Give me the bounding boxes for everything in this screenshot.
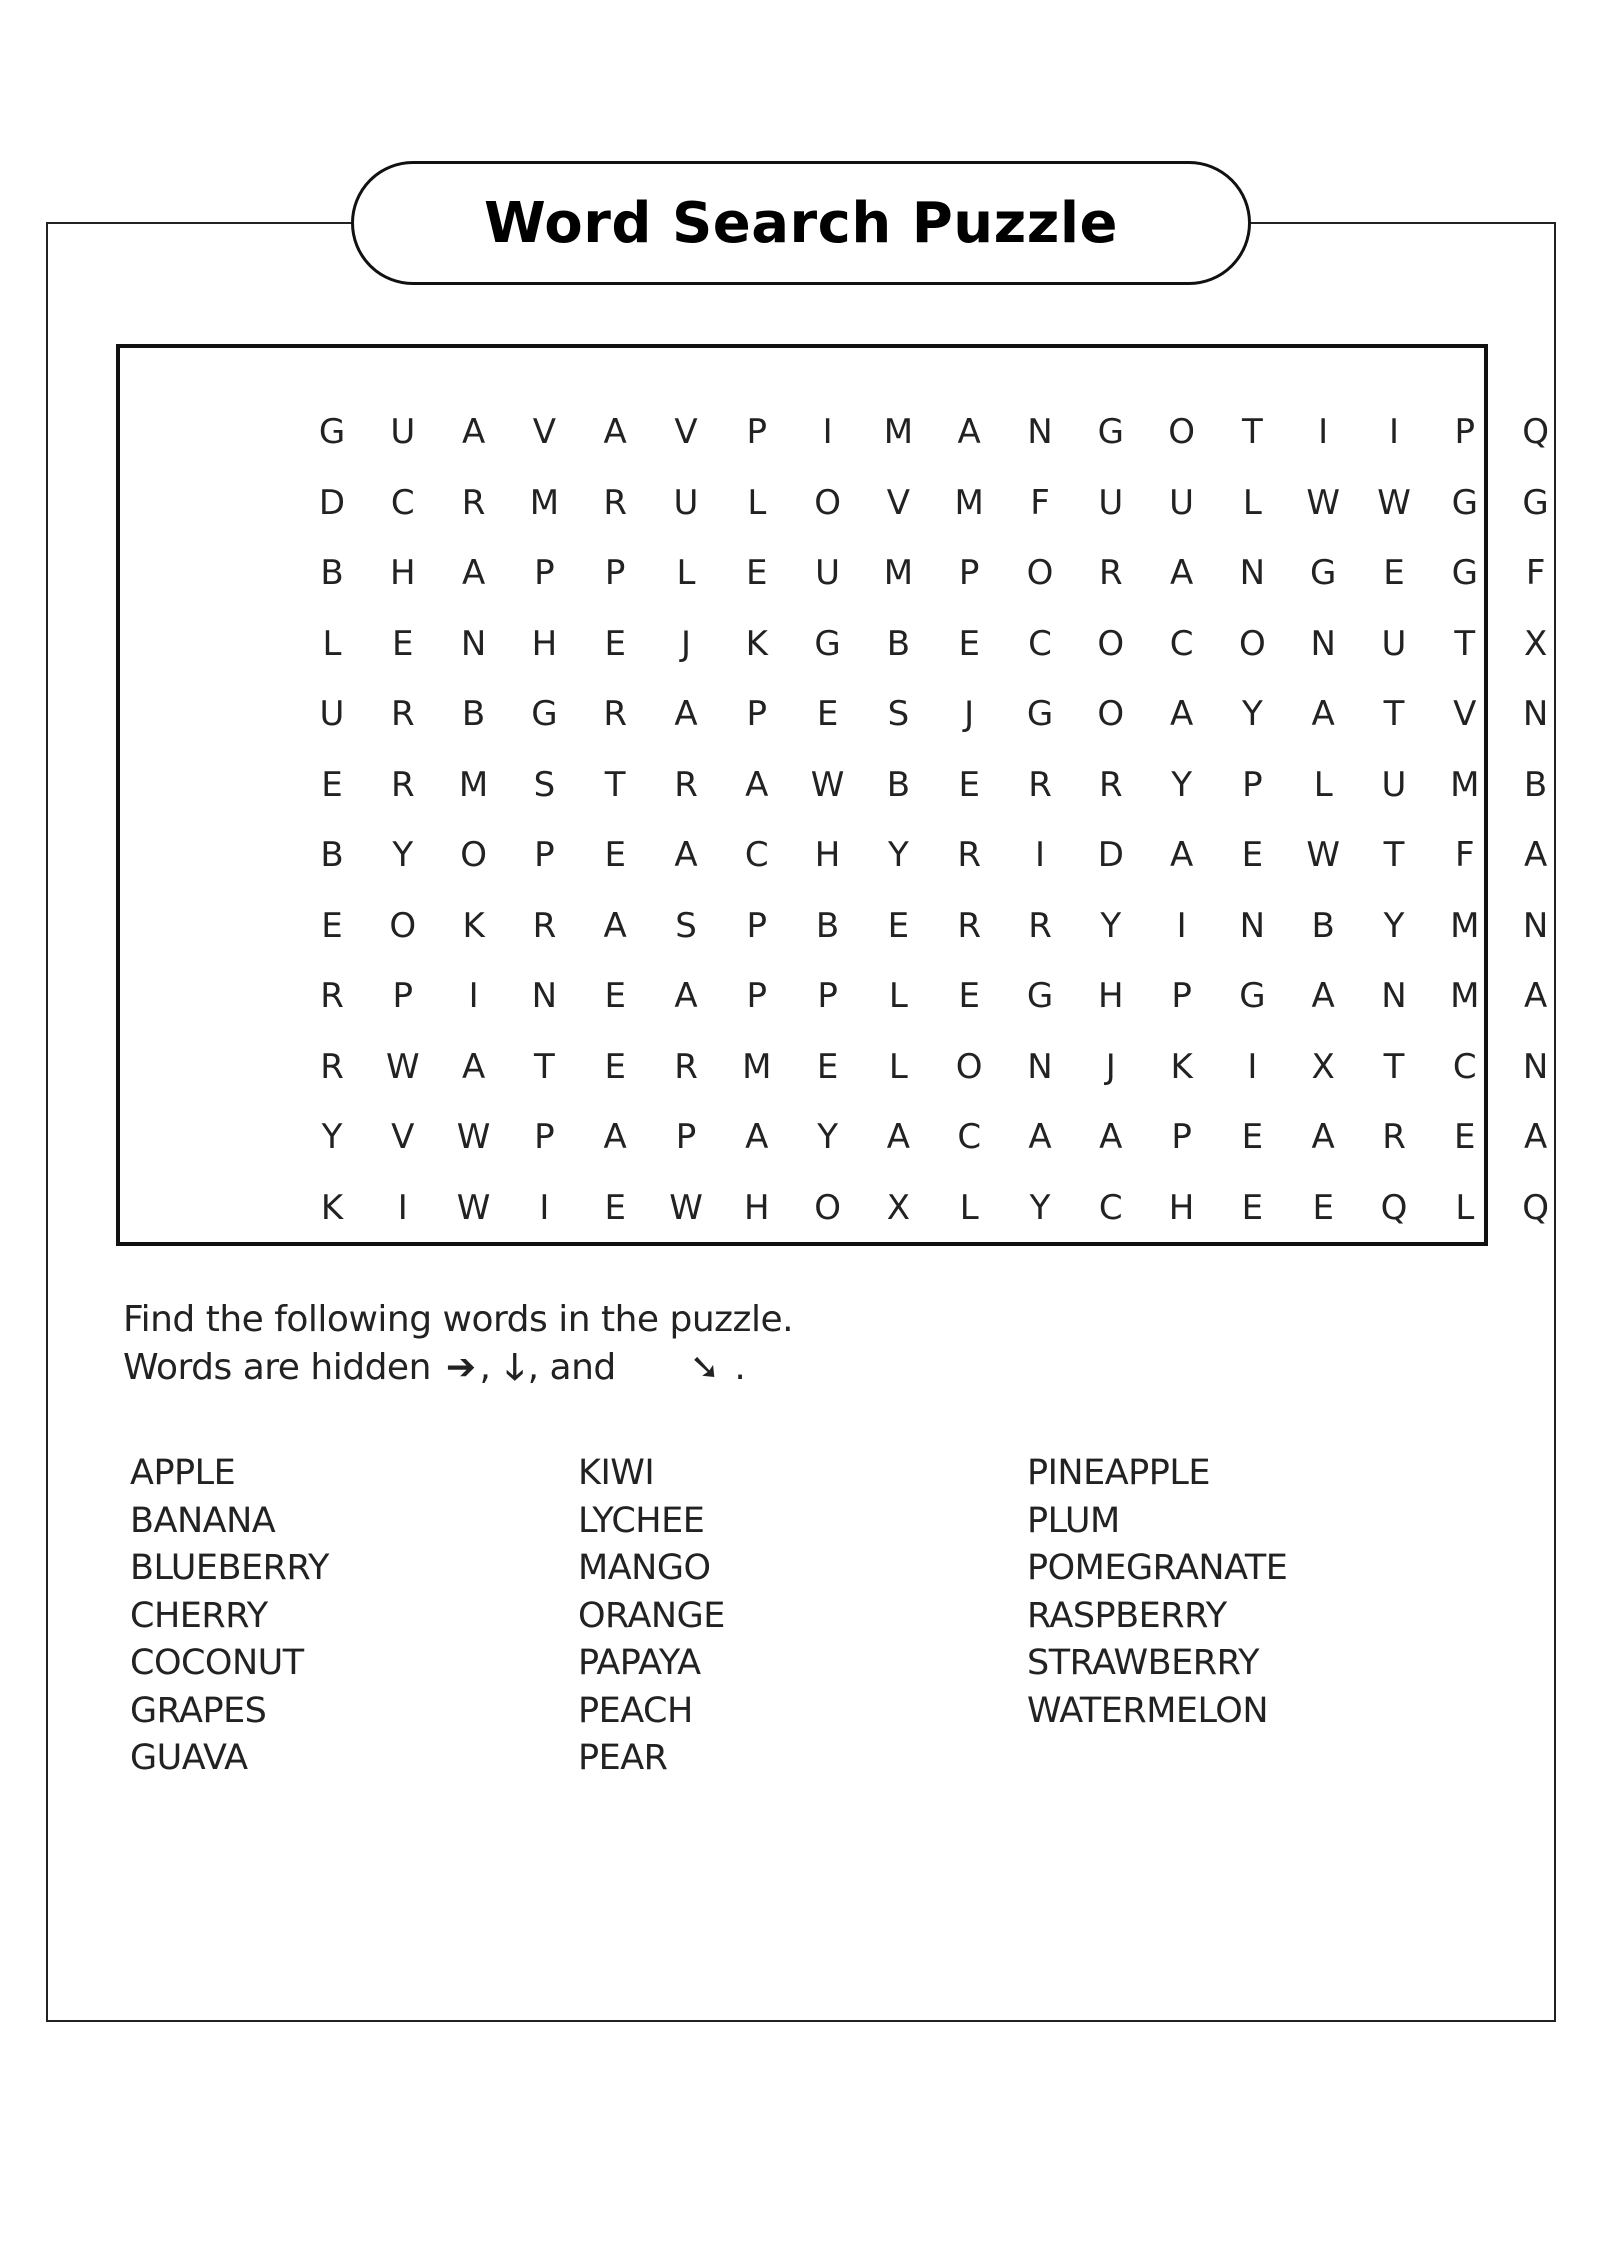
grid-cell: N bbox=[1381, 976, 1407, 1016]
grid-cell: W bbox=[1377, 482, 1411, 523]
grid-cell: A bbox=[461, 1046, 486, 1087]
grid-cell: S bbox=[533, 764, 556, 805]
grid-cell: O bbox=[460, 835, 487, 875]
word-list-item: GUAVA bbox=[130, 1738, 248, 1778]
grid-cell: G bbox=[1451, 482, 1478, 523]
grid-cell: C bbox=[1169, 623, 1194, 664]
grid-cell: J bbox=[680, 623, 692, 664]
grid-cell: W bbox=[669, 1187, 703, 1228]
grid-cell: L bbox=[322, 623, 342, 664]
grid-cell: O bbox=[1239, 623, 1266, 664]
grid-cell: V bbox=[674, 412, 698, 452]
instructions bbox=[123, 1296, 793, 1392]
word-list-column-1 bbox=[130, 1450, 329, 1783]
grid-cell: Y bbox=[1242, 694, 1263, 734]
grid-cell: A bbox=[1028, 1117, 1052, 1157]
grid-cell: S bbox=[675, 905, 697, 946]
grid-cell: L bbox=[888, 976, 908, 1016]
grid-cell: N bbox=[1027, 1046, 1053, 1087]
grid-cell: R bbox=[674, 1046, 698, 1087]
grid-cell: L bbox=[959, 1187, 979, 1228]
grid-cell: W bbox=[456, 1117, 491, 1157]
grid-cell: E bbox=[958, 976, 980, 1016]
grid-cell: B bbox=[815, 905, 840, 946]
grid-cell: P bbox=[534, 835, 555, 875]
grid-cell: A bbox=[1311, 694, 1335, 734]
grid-cell: B bbox=[320, 553, 344, 593]
grid-cell: B bbox=[886, 623, 911, 664]
grid-cell: E bbox=[1312, 1187, 1334, 1228]
grid-cell: I bbox=[1388, 412, 1400, 452]
grid-cell: O bbox=[814, 482, 841, 523]
grid-cell: O bbox=[389, 905, 417, 946]
grid-cell: R bbox=[1098, 764, 1123, 805]
grid-cell: J bbox=[964, 694, 975, 734]
grid-cell: I bbox=[1176, 905, 1187, 946]
grid-cell: R bbox=[603, 694, 627, 734]
grid-cell: A bbox=[745, 1117, 769, 1157]
grid-cell: R bbox=[1098, 553, 1123, 593]
word-list-item: GRAPES bbox=[130, 1690, 267, 1731]
grid-cell: P bbox=[746, 694, 768, 734]
grid-cell: Y bbox=[321, 1117, 343, 1157]
grid-cell: P bbox=[958, 553, 980, 593]
arrow-diagonal-icon: ➘ bbox=[689, 1347, 720, 1388]
grid-cell: E bbox=[321, 905, 343, 946]
puzzle-grid-box bbox=[116, 344, 1549, 1246]
grid-cell: N bbox=[1522, 694, 1549, 734]
grid-cell: O bbox=[1097, 623, 1125, 664]
grid-cell: G bbox=[1451, 553, 1478, 593]
grid-cell: H bbox=[814, 835, 841, 875]
grid-cell: E bbox=[746, 553, 768, 593]
grid-cell: O bbox=[955, 1046, 983, 1087]
grid-cell: U bbox=[1381, 623, 1407, 664]
grid-cell: T bbox=[1383, 835, 1405, 875]
grid-cell: D bbox=[1097, 835, 1124, 875]
grid-cell: Q bbox=[1380, 1187, 1408, 1228]
grid-cell: M bbox=[742, 1046, 772, 1087]
grid-cell: E bbox=[1241, 835, 1264, 875]
grid-cell: A bbox=[886, 1117, 911, 1157]
grid-cell: U bbox=[319, 694, 345, 734]
grid-cell: A bbox=[603, 412, 627, 452]
word-list-item: PEAR bbox=[578, 1738, 668, 1778]
grid-cell: N bbox=[1027, 412, 1053, 452]
grid-cell: R bbox=[320, 1046, 344, 1087]
grid-cell: R bbox=[957, 905, 981, 946]
grid-cell: L bbox=[676, 553, 696, 593]
grid-cell: P bbox=[746, 905, 768, 946]
grid-cell: M bbox=[954, 482, 984, 523]
word-list-item: RASPBERRY bbox=[1027, 1595, 1227, 1636]
grid-cell: Y bbox=[1029, 1187, 1051, 1228]
grid-cell: N bbox=[1522, 905, 1549, 946]
grid-cell: E bbox=[604, 835, 626, 875]
grid-cell: P bbox=[1242, 764, 1263, 805]
grid-cell: R bbox=[390, 764, 415, 805]
grid-cell: A bbox=[1311, 976, 1335, 1016]
grid-cell: P bbox=[534, 553, 555, 593]
grid-cell: A bbox=[1523, 1117, 1548, 1157]
grid-cell: E bbox=[958, 764, 980, 805]
grid-cell: M bbox=[1450, 764, 1480, 805]
grid-cell: T bbox=[604, 764, 626, 805]
word-list-item: STRAWBERRY bbox=[1027, 1643, 1260, 1683]
grid-cell: C bbox=[1098, 1187, 1123, 1228]
grid-cell: R bbox=[674, 764, 698, 805]
grid-cell: I bbox=[397, 1187, 408, 1228]
grid-cell: O bbox=[1168, 412, 1195, 452]
grid-cell: C bbox=[1452, 1046, 1477, 1087]
grid-cell: D bbox=[318, 482, 346, 523]
grid-cell: A bbox=[674, 694, 698, 734]
word-list-item: PLUM bbox=[1027, 1500, 1120, 1541]
grid-cell: N bbox=[1239, 905, 1266, 946]
grid-cell: C bbox=[744, 835, 769, 875]
grid-cell: L bbox=[1455, 1187, 1475, 1228]
grid-cell: U bbox=[1169, 482, 1195, 523]
grid-cell: R bbox=[1028, 905, 1052, 946]
grid-cell: R bbox=[390, 694, 415, 734]
grid-cell: K bbox=[1170, 1046, 1193, 1087]
word-list-column-2 bbox=[578, 1450, 725, 1783]
grid-cell: F bbox=[1525, 553, 1546, 593]
instructions-line-1: Find the following words in the puzzle. bbox=[123, 1299, 794, 1340]
grid-cell: H bbox=[1098, 976, 1124, 1016]
grid-cell: M bbox=[1450, 976, 1480, 1016]
grid-cell: A bbox=[674, 835, 698, 875]
grid-cell: K bbox=[745, 623, 768, 664]
grid-cell: F bbox=[1455, 835, 1475, 875]
word-list-item: PAPAYA bbox=[578, 1643, 701, 1683]
grid-cell: M bbox=[529, 482, 560, 523]
grid-cell: A bbox=[461, 412, 486, 452]
grid-cell: S bbox=[887, 694, 910, 734]
grid-cell: I bbox=[1247, 1046, 1258, 1087]
word-list-column-3 bbox=[1027, 1450, 1287, 1735]
grid-cell: Y bbox=[1100, 905, 1122, 946]
grid-cell: T bbox=[534, 1046, 555, 1087]
grid-cell: O bbox=[1097, 694, 1125, 734]
grid-cell: P bbox=[534, 1117, 555, 1157]
grid-cell: G bbox=[1097, 412, 1124, 452]
grid-cell: N bbox=[1310, 623, 1336, 664]
grid-cell: U bbox=[1381, 764, 1407, 805]
grid-cell: L bbox=[1313, 764, 1333, 805]
grid-cell: R bbox=[1382, 1117, 1406, 1157]
grid-cell: E bbox=[604, 1187, 626, 1228]
grid-cell: X bbox=[1523, 623, 1548, 664]
grid-cell: A bbox=[603, 1117, 627, 1157]
grid-cell: V bbox=[886, 482, 911, 523]
grid-cell: Y bbox=[392, 835, 414, 875]
grid-cell: A bbox=[745, 764, 769, 805]
grid-cell: A bbox=[1169, 835, 1194, 875]
grid-cell: E bbox=[604, 623, 626, 664]
grid-cell: P bbox=[746, 412, 768, 452]
word-list-item: ORANGE bbox=[578, 1595, 725, 1636]
grid-cell: P bbox=[1171, 976, 1192, 1016]
grid-cell: Y bbox=[817, 1117, 838, 1157]
word-list-item: LYCHEE bbox=[578, 1500, 705, 1541]
grid-cell: B bbox=[1523, 764, 1548, 805]
grid-cell: E bbox=[604, 976, 626, 1016]
grid-cell: E bbox=[392, 623, 414, 664]
grid-cell: I bbox=[539, 1187, 550, 1228]
grid-cell: I bbox=[822, 412, 833, 452]
grid-cell: A bbox=[603, 905, 627, 946]
word-list-item: KIWI bbox=[578, 1453, 655, 1493]
word-list-item: WATERMELON bbox=[1027, 1690, 1269, 1731]
grid-cell: J bbox=[1105, 1046, 1116, 1087]
grid-cell: G bbox=[1310, 553, 1337, 593]
grid-cell: I bbox=[1318, 412, 1329, 452]
grid-cell: M bbox=[883, 412, 914, 452]
word-list-item: COCONUT bbox=[130, 1643, 304, 1683]
grid-cell: T bbox=[1454, 623, 1476, 664]
grid-cell: C bbox=[390, 482, 415, 523]
grid-cell: M bbox=[883, 553, 914, 593]
grid-cell: T bbox=[1242, 412, 1263, 452]
grid-cell: A bbox=[1169, 553, 1194, 593]
title-banner bbox=[351, 161, 1251, 285]
instructions-comma: , bbox=[479, 1347, 491, 1388]
grid-cell: B bbox=[461, 694, 486, 734]
grid-cell: Y bbox=[1171, 764, 1192, 805]
grid-cell: X bbox=[1311, 1046, 1335, 1087]
grid-cell: G bbox=[318, 412, 346, 452]
word-list-item: BLUEBERRY bbox=[130, 1548, 329, 1588]
grid-cell: V bbox=[1453, 694, 1477, 734]
grid-cell: P bbox=[817, 976, 838, 1016]
grid-cell: H bbox=[744, 1187, 770, 1228]
grid-cell: P bbox=[746, 976, 768, 1016]
grid-cell: P bbox=[392, 976, 414, 1016]
grid-cell: L bbox=[1242, 482, 1262, 523]
instructions-line-2 bbox=[123, 1344, 793, 1392]
arrow-down-icon: 🡓 bbox=[505, 1347, 524, 1388]
grid-cell: W bbox=[1306, 835, 1340, 875]
word-list-item: MANGO bbox=[578, 1548, 711, 1588]
grid-cell: E bbox=[816, 694, 839, 734]
grid-cell: C bbox=[1028, 623, 1052, 664]
grid-cell: A bbox=[1523, 976, 1548, 1016]
grid-cell: I bbox=[1034, 835, 1046, 875]
grid-cell: T bbox=[1383, 694, 1405, 734]
grid-cell: O bbox=[1026, 553, 1054, 593]
grid-cell: R bbox=[320, 976, 344, 1016]
grid-cell: B bbox=[320, 835, 344, 875]
grid-cell: P bbox=[1454, 412, 1476, 452]
grid-cell: K bbox=[462, 905, 485, 946]
grid-cell: A bbox=[1311, 1117, 1335, 1157]
instructions-and: , and bbox=[527, 1347, 616, 1388]
grid-cell: E bbox=[1454, 1117, 1476, 1157]
word-list-item: PINEAPPLE bbox=[1027, 1453, 1210, 1493]
grid-cell: G bbox=[531, 694, 558, 734]
grid-cell: I bbox=[468, 976, 479, 1016]
grid-cell: G bbox=[814, 623, 841, 664]
grid-cell: A bbox=[1099, 1117, 1123, 1157]
grid-cell: R bbox=[1028, 764, 1052, 805]
grid-cell: W bbox=[810, 764, 845, 805]
grid-cell: N bbox=[531, 976, 558, 1016]
grid-cell: N bbox=[460, 623, 487, 664]
instructions-prefix: Words are hidden bbox=[123, 1347, 431, 1388]
grid-cell: N bbox=[1239, 553, 1266, 593]
grid-cell: P bbox=[675, 1117, 697, 1157]
grid-cell: Q bbox=[1522, 1187, 1549, 1228]
grid-cell: R bbox=[461, 482, 486, 523]
grid-cell: O bbox=[814, 1187, 841, 1228]
grid-cell: P bbox=[1171, 1117, 1192, 1157]
grid-cell: V bbox=[391, 1117, 415, 1157]
grid-cell: G bbox=[1026, 976, 1054, 1016]
arrow-right-icon: ➔ bbox=[445, 1347, 476, 1388]
grid-cell: K bbox=[320, 1187, 344, 1228]
grid-cell: G bbox=[1522, 482, 1549, 523]
grid-cell: U bbox=[390, 412, 416, 452]
grid-cell: L bbox=[888, 1046, 908, 1087]
grid-cell: T bbox=[1383, 1046, 1405, 1087]
grid-cell: M bbox=[458, 764, 489, 805]
grid-cell: B bbox=[1311, 905, 1335, 946]
grid-cell: A bbox=[1169, 694, 1194, 734]
grid-cell: U bbox=[673, 482, 699, 523]
word-list-item: POMEGRANATE bbox=[1027, 1548, 1288, 1588]
grid-cell: A bbox=[674, 976, 698, 1016]
grid-cell: E bbox=[958, 623, 980, 664]
grid-cell: P bbox=[604, 553, 626, 593]
word-list-item: CHERRY bbox=[130, 1595, 268, 1636]
grid-cell: M bbox=[1450, 905, 1480, 946]
grid-cell: N bbox=[1522, 1046, 1549, 1087]
grid-cell: U bbox=[815, 553, 841, 593]
grid-cell: F bbox=[1030, 482, 1050, 523]
grid-cell: H bbox=[531, 623, 558, 664]
grid-cell: V bbox=[532, 412, 557, 452]
grid-cell: E bbox=[604, 1046, 626, 1087]
grid-cell: E bbox=[1241, 1117, 1264, 1157]
grid-cell: Y bbox=[1383, 905, 1405, 946]
grid-cell: A bbox=[1523, 835, 1548, 875]
grid-cell: E bbox=[887, 905, 910, 946]
grid-cell: G bbox=[1026, 694, 1054, 734]
grid-cell: A bbox=[957, 412, 981, 452]
grid-cell: X bbox=[886, 1187, 911, 1228]
grid-cell: A bbox=[461, 553, 486, 593]
grid-cell: U bbox=[1098, 482, 1124, 523]
grid-cell: E bbox=[1383, 553, 1405, 593]
grid-cell: B bbox=[886, 764, 911, 805]
grid-cell: R bbox=[957, 835, 981, 875]
word-list-item: APPLE bbox=[130, 1453, 236, 1493]
grid-cell: C bbox=[957, 1117, 982, 1157]
grid-cell: Q bbox=[1522, 412, 1549, 452]
grid-cell: R bbox=[532, 905, 557, 946]
word-list-item: BANANA bbox=[130, 1500, 276, 1541]
grid-cell: Y bbox=[888, 835, 909, 875]
grid-cell: W bbox=[385, 1046, 420, 1087]
instructions-period: . bbox=[734, 1347, 746, 1388]
grid-cell: W bbox=[456, 1187, 491, 1228]
grid-cell: R bbox=[603, 482, 627, 523]
grid-cell: W bbox=[1306, 482, 1340, 523]
grid-cell: E bbox=[1241, 1187, 1264, 1228]
letter-grid bbox=[120, 348, 1549, 1242]
grid-cell: H bbox=[390, 553, 416, 593]
word-list-item: PEACH bbox=[578, 1690, 693, 1731]
grid-cell: L bbox=[747, 482, 767, 523]
page-title: Word Search Puzzle bbox=[484, 190, 1118, 256]
grid-cell: H bbox=[1168, 1187, 1195, 1228]
grid-cell: G bbox=[1239, 976, 1266, 1016]
grid-cell: E bbox=[816, 1046, 839, 1087]
grid-cell: E bbox=[321, 764, 343, 805]
